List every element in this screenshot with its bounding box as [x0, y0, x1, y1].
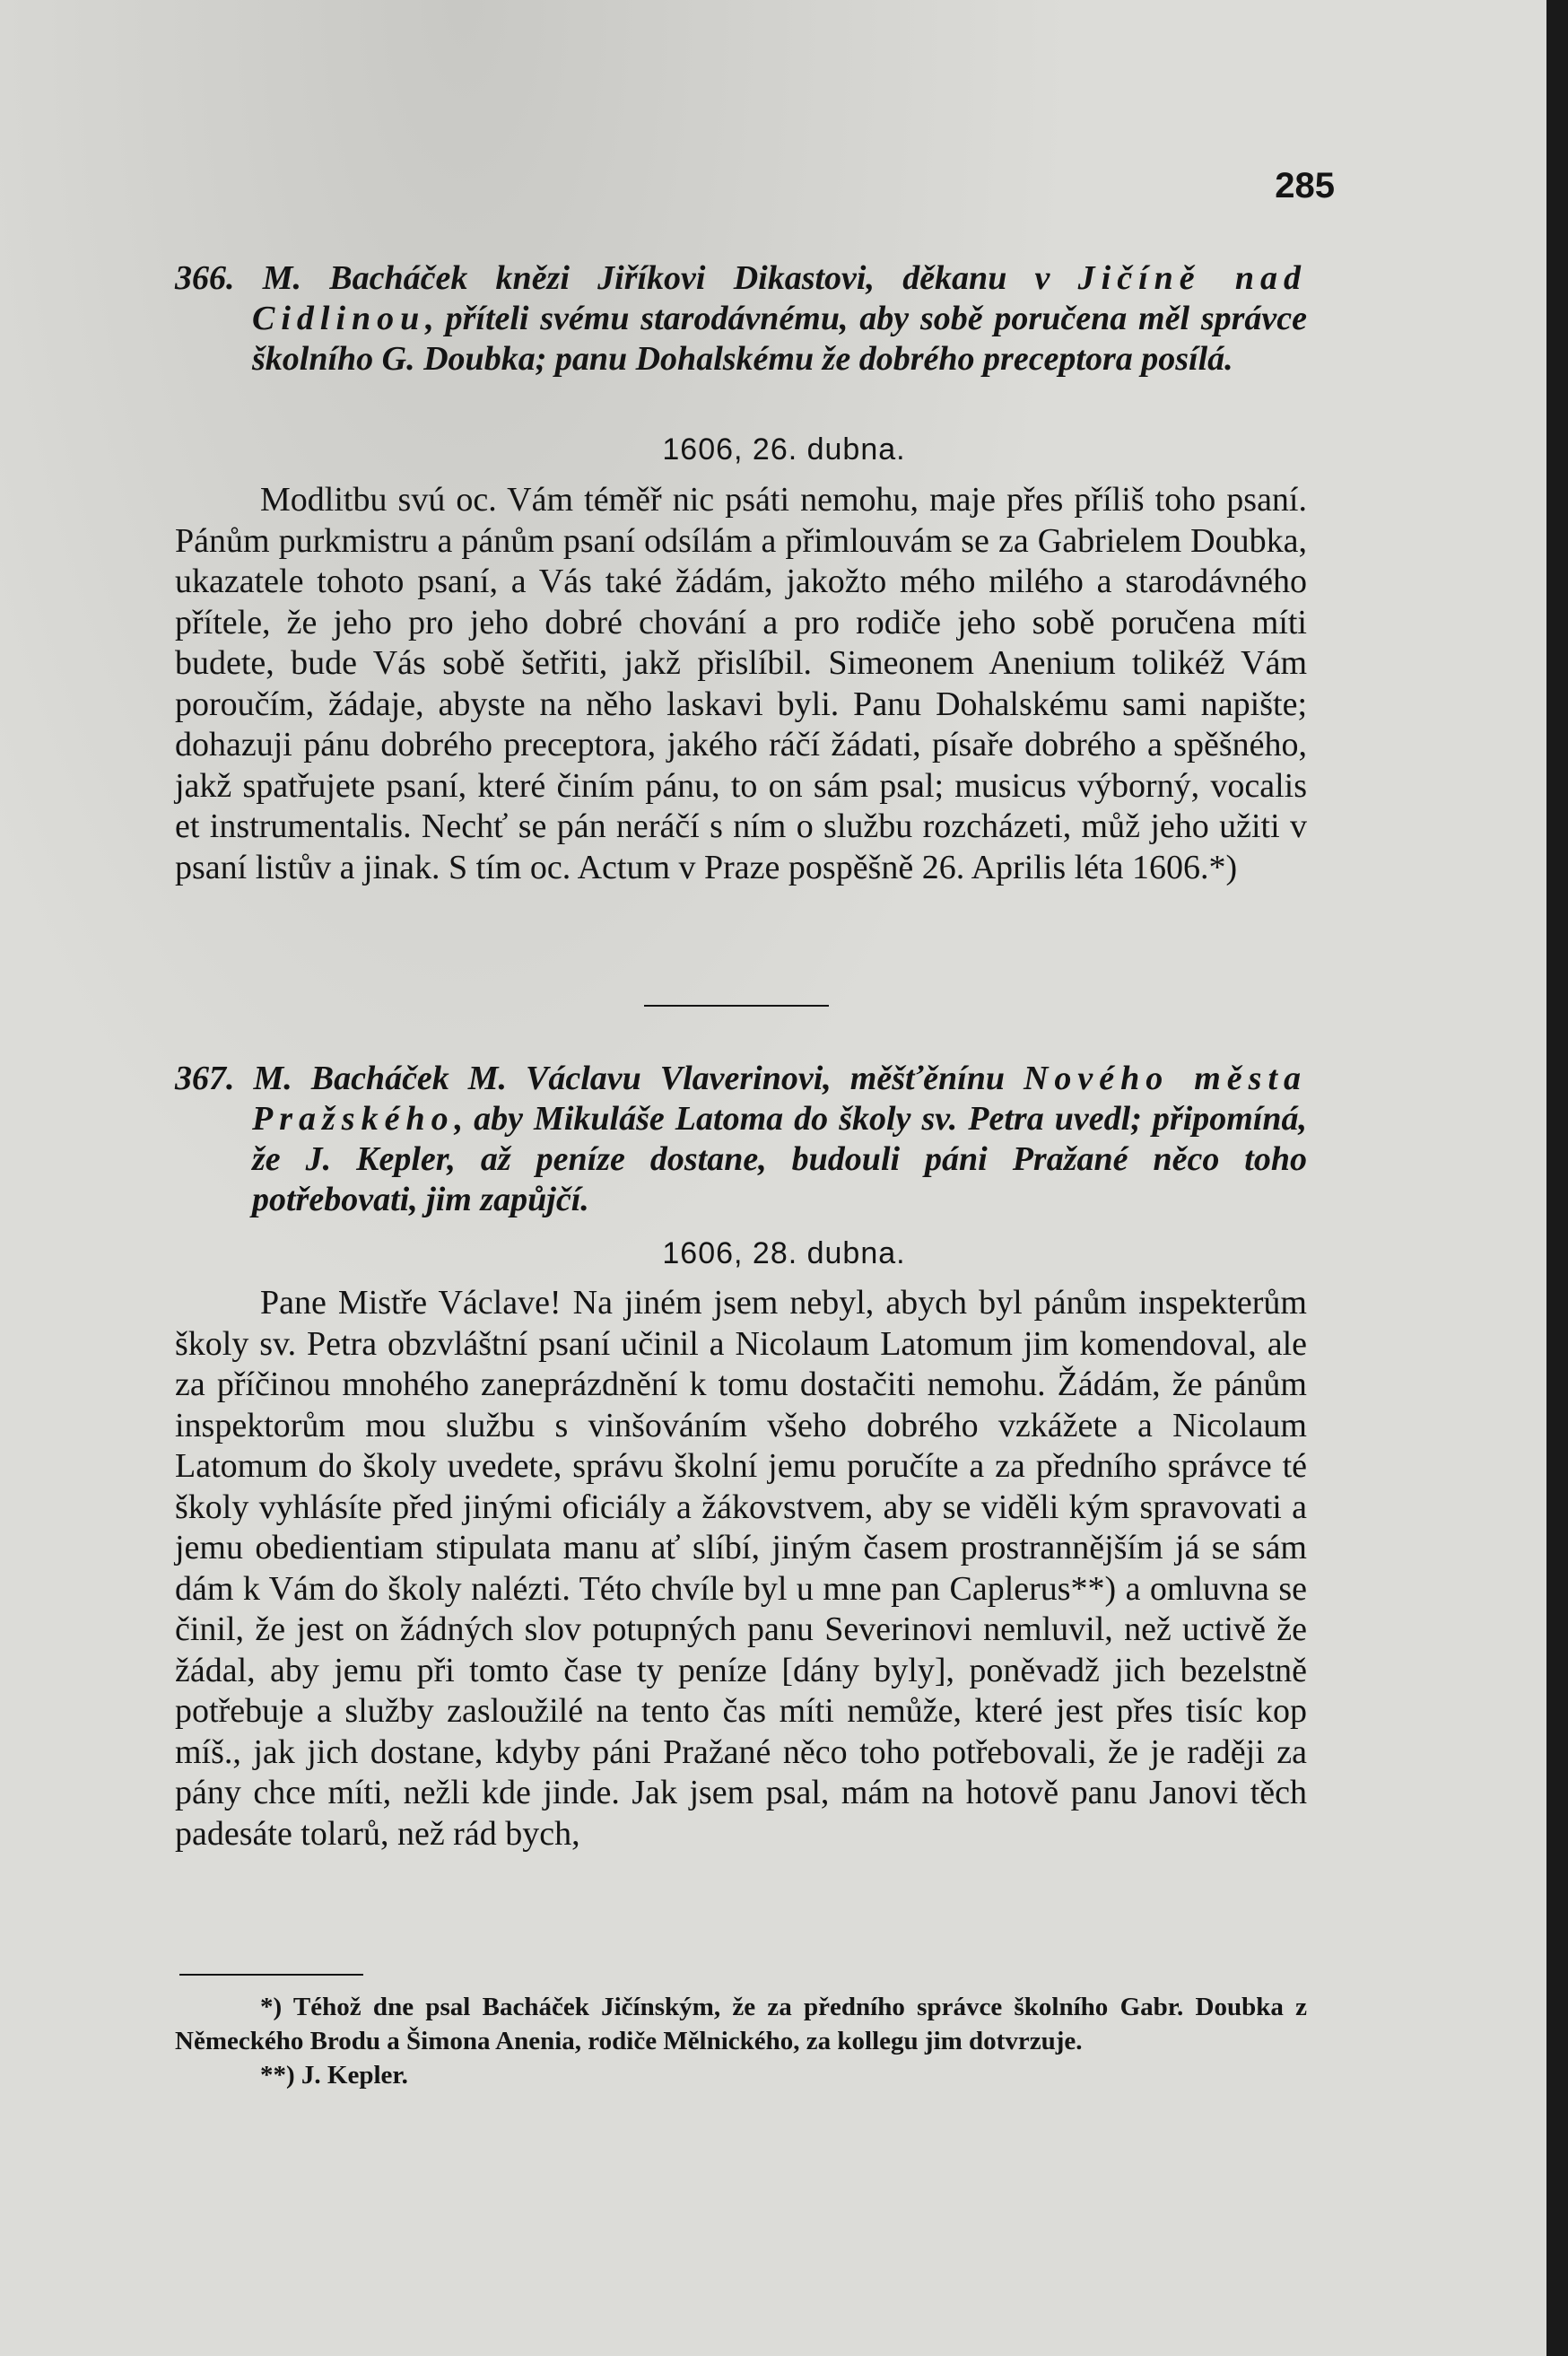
- footnote-rule: [179, 1974, 363, 1976]
- page-number: 285: [1275, 166, 1335, 205]
- footnotes: [175, 1990, 1307, 2092]
- footnote-1: *) Téhož dne psal Bacháček Jičínským, že za předního správce školního Gabr. Doubka z Německého Brodu a Šimona Anenia, rodiče Mělnického, za kollegu jim dotvrzuje.: [175, 1993, 1307, 2055]
- section-divider: [644, 1005, 829, 1007]
- letter-366-date: 1606, 26. dubna.: [662, 432, 906, 467]
- footnote-2: **) J. Kepler.: [260, 2061, 408, 2090]
- letter-367-date: 1606, 28. dubna.: [662, 1236, 906, 1270]
- letter-number: 367.: [175, 1060, 235, 1097]
- place-name: Jičíně nad Cidlinou: [252, 259, 1308, 337]
- letter-366-text: Modlitbu svú oc. Vám téměř nic psáti nemohu, maje přes příliš toho psaní. Pánům purkmistru a pánům psaní odsílám a přimlouvám se za Gabrielem Doubka, ukazatele tohoto psaní, a Vás také žádám, jakožto mého milého a starodávného přítele, že jeho pro jeho dobré chování a pro rodiče jeho sobě poručena míti budete, bude Vás sobě šetřiti, jakž přislíbil. Simeonem Anenium tolikéž Vám poroučím, žádaje, abyste na něho laskavi byli. Panu Dohalskému sami napište; dohazuji pánu dobrého preceptora, jakého ráčí žádati, písaře dobrého a spěšného, jakž spatřujete psaní, které činím pánu, to on sám psal; musicus výborný, vocalis et instrumentalis. Nechť se pán neráčí s ním o službu rozcházeti, můž jeho užiti v psaní listův a jinak. S tím oc. Actum v Praze pospěšně 26. Aprilis léta 1606.*): [175, 481, 1307, 886]
- letter-367-header: 367. M. Bacháček M. Václavu Vlaverinovi, měšťěnínu Nového města Pražského, aby Mikuláše Latoma do školy sv. Petra uvedl; připomíná, že J. Kepler, až peníze dostane, budouli páni Pražané něco toho potřebovati, jim zapůjčí.: [175, 1060, 1308, 1218]
- letter-367-text: Pane Mistře Václave! Na jiném jsem nebyl, abych byl pánům inspekterům školy sv. Petra obzvláštní psaní učinil a Nicolaum Latomum jim komendoval, ale za příčinou mnohého zaneprázdnění k tomu dostačiti nemohu. Žádám, že pánům inspektorům mou službu s vinšováním všeho dobrého vzkážete a Nicolaum Latomum do školy uvedete, správu školní jemu poručíte a za předního správce té školy vyhlásíte před jinými oficiály a žákovstvem, aby se viděli kým spravovati a jemu obedientiam stipulata manu ať slíbí, jiným časem prostrannějším já se sám dám k Vám do školy nalézti. Této chvíle byl u mne pan Caplerus**) a omluvna se činil, že jest on žádných slov potupných panu Severinovi nemluvil, než uctivě že žádal, aby jemu při tomto čase ty peníze [dány byly], poněvadž jich bezelstně potřebuje a služby zasloužilé na tento čas míti nemůže, které jest přes tisíc kop míš., jak jich dostane, kdyby páni Pražané něco toho potřebovali, že je raději za pány chce míti, nežli kde jinde. Jak jsem psal, mám na hotově panu Janovi těch padesáte tolarů, než rád bych,: [175, 1284, 1307, 1853]
- letter-number: 366.: [175, 259, 235, 297]
- place-name: Nového města Pražského: [252, 1060, 1308, 1138]
- letter-366-header: 366. M. Bacháček knězi Jiříkovi Dikastovi, děkanu v Jičíně nad Cidlinou, příteli svému starodávnému, aby sobě poručena měl správce školního G. Doubka; panu Dohalskému že dobrého preceptora posílá.: [175, 259, 1308, 378]
